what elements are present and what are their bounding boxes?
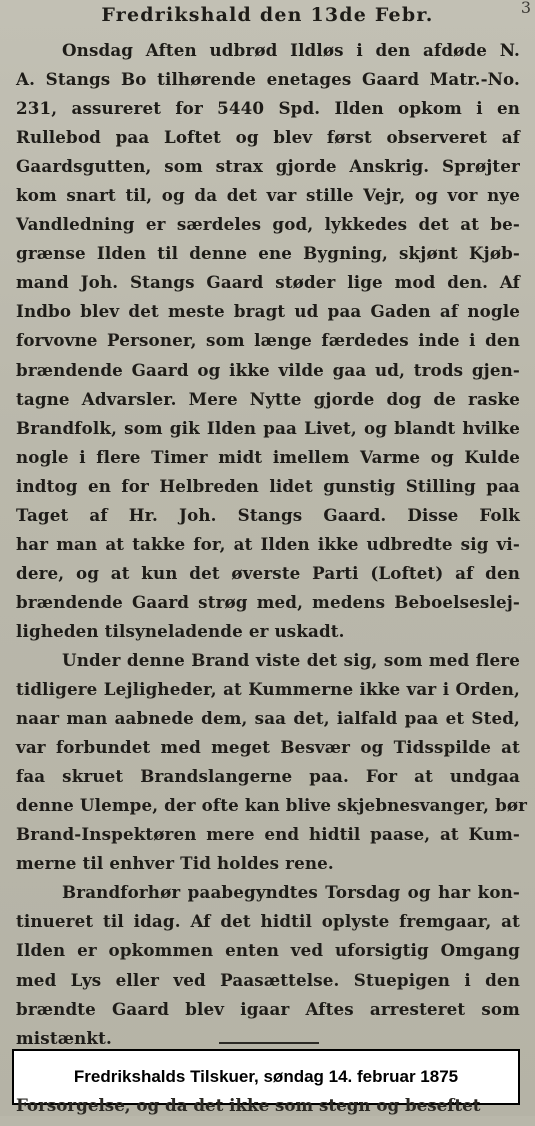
article-line: 231, assureret for 5440 Spd. Ilden opkom i en [16,98,520,119]
corner-mark: 3 [520,0,531,17]
source-caption: Fredrikshalds Tilskuer, søndag 14. februar 1875 [73,1067,459,1086]
article-line: kom snart til, og da det var stille Vejr, og vor nye [16,185,520,206]
article-line: Indbo blev det meste bragt ud paa Gaden af nogle [16,301,520,322]
article-line: Rullebod paa Loftet og blev først observeret af [16,127,520,148]
article-line: brændende Gaard og ikke vilde gaa ud, trods gjen- [16,359,520,380]
dateline-header [0,0,535,30]
article-line: mand Joh. Stangs Gaard støder lige mod den. Af [16,272,520,293]
article-line: Taget af Hr. Joh. Stangs Gaard. Disse Folk [16,504,520,525]
article-line: Under denne Brand viste det sig, som med flere [62,649,520,670]
article-line: Onsdag Aften udbrød Ildløs i den afdøde N. [62,40,520,60]
article-line: merne til enhver Tid holdes rene. [16,853,334,874]
article-line: tinueret til idag. Af det hidtil oplyste fremgaar, at [16,911,520,932]
article-line: tagne Advarsler. Mere Nytte gjorde dog de raske [16,388,520,409]
article-line: brændte Gaard blev igaar Aftes arresteret som [16,998,520,1019]
article-line: Gaardsgutten, som strax gjorde Anskrig. Sprøjter [16,156,520,177]
dateline-text: Fredrikshald den 13de Febr. [101,4,434,26]
article-line: forvovne Personer, som længe færdedes inde i den [16,330,520,351]
article-line: ligheden tilsyneladende er uskadt. [16,620,345,641]
article-line: dere, og at kun det øverste Parti (Loftet) af den [16,562,520,583]
article-line: tidligere Lejligheder, at Kummerne ikke var i Orden, [16,679,520,700]
article-line: naar man aabnede dem, saa det, ialfald paa et Sted, [16,708,520,729]
article-line: denne Ulempe, der ofte kan blive skjebnesvanger, bør [16,795,528,816]
article-line: med Lys eller ved Paasættelse. Stuepigen i den [16,969,520,990]
article-line: indtog en for Helbreden lidet gunstig Stilling paa [16,475,520,496]
article-line: A. Stangs Bo tilhørende enetages Gaard Matr.-No. [16,69,520,90]
article-line: brændende Gaard strøg med, medens Beboelseslej- [16,591,520,612]
article-body [16,36,528,1053]
article-line: grænse Ilden til denne ene Bygning, skjønt Kjøb- [16,243,520,264]
article-line: Brand-Inspektøren mere end hidtil paase, at Kum- [16,824,520,845]
cut-off-text-line [16,1095,520,1116]
article-line: Vandledning er særdeles god, lykkedes det at be- [16,214,520,235]
article-line: var forbundet med meget Besvær og Tidsspilde at [16,737,520,758]
article-line: har man at takke for, at Ilden ikke udbredte sig vi- [16,533,520,554]
article-line: Brandfolk, som gik Ilden paa Livet, og blandt hvilke [16,417,520,438]
cut-off-text: Forsorgelse, og da det ikke som stegn og beseftet [16,1095,481,1115]
article-line: faa skruet Brandslangerne paa. For at undgaa [16,766,520,787]
article-line: mistænkt. [16,1027,112,1048]
column-separator-rule [219,1042,319,1044]
article-line: Brandforhør paabegyndtes Torsdag og har kon- [62,882,520,903]
article-line: Ilden er opkommen enten ved uforsigtig Omgang [16,940,520,961]
article-line: nogle i flere Timer midt imellem Varme og Kulde [16,446,520,467]
